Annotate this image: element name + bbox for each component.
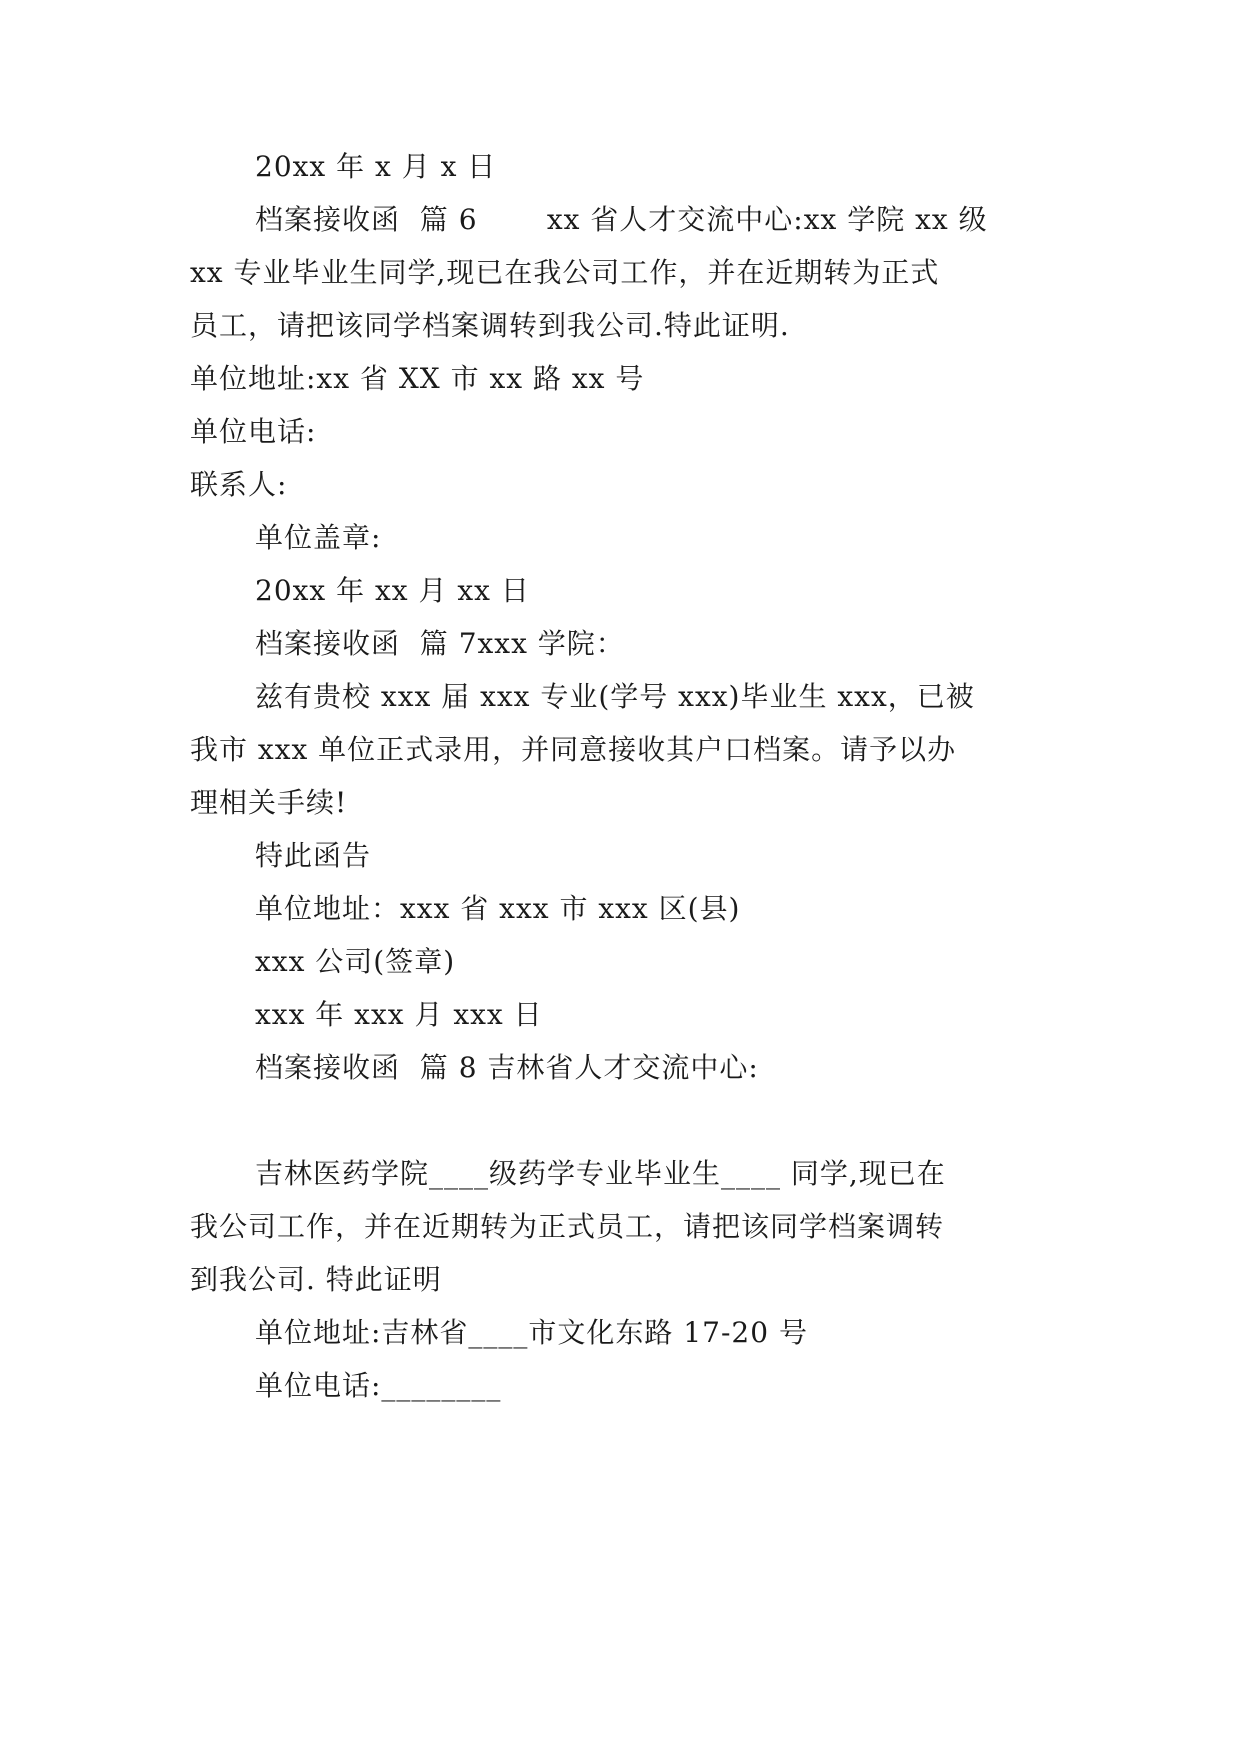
letter-8-phone: 单位电话:________ [255, 1369, 502, 1402]
letter-7-date: xxx 年 xxx 月 xxx 日 [255, 998, 543, 1031]
letter-8-body-line-1: 吉林医药学院____级药学专业毕业生____ 同学,现已在 [255, 1157, 946, 1190]
letter-6-contact: 联系人: [190, 468, 288, 501]
letter-6-date: 20xx 年 xx 月 xx 日 [255, 574, 530, 607]
letter-8-body-line-2: 我公司工作，并在近期转为正式员工，请把该同学档案调转 [190, 1210, 945, 1243]
letter-7-heading: 档案接收函 篇 7xxx 学院： [255, 627, 625, 660]
letter-6-body-line-1: xx 专业毕业生同学,现已在我公司工作，并在近期转为正式 [190, 256, 940, 289]
letter-6-seal: 单位盖章: [255, 521, 382, 554]
letter-7-address: 单位地址：xxx 省 xxx 市 xxx 区(县) [255, 892, 741, 925]
date-line-1: 20xx 年 x 月 x 日 [255, 150, 497, 183]
letter-6-address: 单位地址:xx 省 XX 市 xx 路 xx 号 [190, 362, 645, 395]
letter-6-heading: 档案接收函 篇 6 xx 省人才交流中心:xx 学院 xx 级 [255, 203, 988, 236]
letter-7-body-line-3: 理相关手续! [190, 786, 348, 819]
letter-8-body-line-3: 到我公司. 特此证明 [190, 1263, 442, 1296]
letter-8-address: 单位地址:吉林省____市文化东路 17-20 号 [255, 1316, 808, 1349]
letter-7-body-line-1: 兹有贵校 xxx 届 xxx 专业(学号 xxx)毕业生 xxx，已被 [255, 680, 975, 713]
letter-7-signature: xxx 公司(签章) [255, 945, 456, 978]
letter-6-body-line-2: 员工，请把该同学档案调转到我公司.特此证明. [190, 309, 790, 342]
letter-6-phone: 单位电话: [190, 415, 317, 448]
letter-8-heading: 档案接收函 篇 8 吉林省人才交流中心: [255, 1051, 759, 1084]
letter-7-closing: 特此函告 [255, 839, 372, 872]
letter-7-body-line-2: 我市 xxx 单位正式录用，并同意接收其户口档案。请予以办 [190, 733, 957, 766]
